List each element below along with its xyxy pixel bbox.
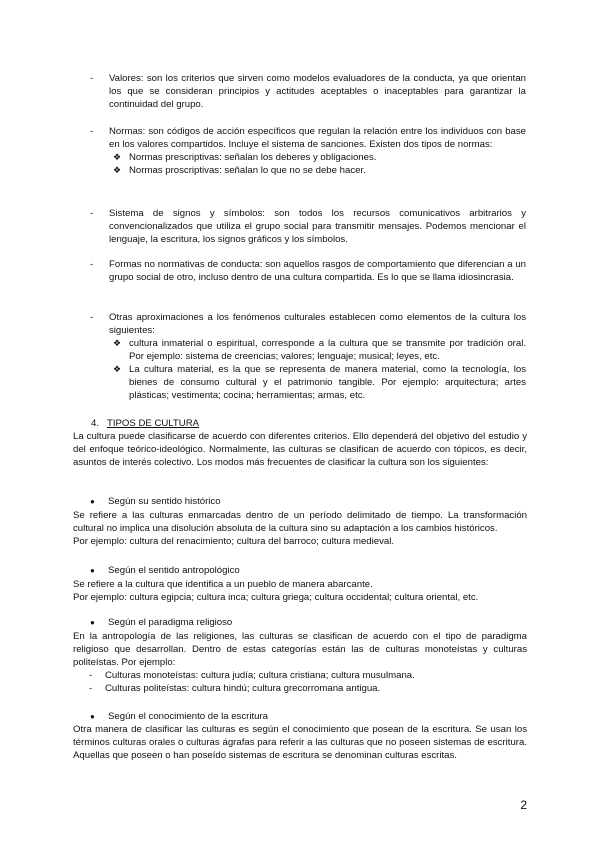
dash-list-item (73, 682, 527, 695)
dash-marker: - (90, 208, 94, 219)
subsection-title: Según el conocimiento de la escritura (108, 711, 268, 722)
bullet-icon: ● (90, 618, 95, 627)
bullet-icon: ● (90, 497, 95, 506)
page-number: 2 (520, 798, 527, 812)
paragraph: Se refiere a las culturas enmarcadas dentro de un período delimitado de tiempo. La transformación cultural no implica una disolución absoluta de la cultura sino su adaptación a los cambios históricos. (73, 510, 527, 534)
paragraph: En la antropología de las religiones, las culturas se clasifican de acuerdo con el tipo de paradigma religioso que desarrollan. Dentro de estas categorías están las de culturas monoteístas y culturas politeístas. Por ejemplo: (73, 631, 527, 668)
list-item-text: Valores: son los criterios que sirven como modelos evaluadores de la conducta, ya que orientan los que se consideran principios y actitudes aceptables o inaceptables para garantizar la continuidad del grupo. (109, 73, 526, 110)
list-item-normas (90, 125, 526, 177)
diamond-bullet-icon: ❖ (113, 165, 122, 175)
list-item-formas (90, 258, 526, 284)
sub-item-text: cultura inmaterial o espiritual, corresponde a la cultura que se transmite por tradición oral. Por ejemplo: sistema de creencias; valores; lenguaje; musical; leyes, etc. (129, 338, 526, 362)
section-number: 4. (91, 418, 100, 429)
subsection-body (73, 630, 527, 695)
subsection-title: Según el paradigma religioso (108, 617, 233, 628)
list-item-text: Sistema de signos y símbolos: son todos los recursos comunicativos arbitrarios y convencionalizados que utiliza el grupo social para transmitir mensajes. Podemos mencionar el lenguaje, la escritura, los signos gráficos y los símbolos. (109, 208, 526, 245)
dash-marker: - (89, 670, 93, 681)
paragraph: Por ejemplo: cultura del renacimiento; cultura del barroco; cultura medieval. (73, 536, 395, 547)
subsection-title: Según su sentido histórico (108, 496, 221, 507)
list-item-signos (90, 207, 526, 246)
dash-marker: - (90, 73, 94, 84)
paragraph: Otra manera de clasificar las culturas es según el conocimiento que posean de la escritura. Se usan los términos culturas orales o culturas ágrafas para referir a las culturas que no poseen sistemas de escritura. Aquellas que poseen o han poseído sistemas de escritura se denominan culturas escritas. (73, 724, 527, 761)
list-text: Culturas monoteístas: cultura judía; cultura cristiana; cultura musulmana. (105, 670, 415, 681)
subsection-body (73, 723, 527, 762)
list-text: Culturas politeístas: cultura hindú; cultura grecorromana antigua. (105, 683, 381, 694)
list-item-text: Otras aproximaciones a los fenómenos culturales establecen como elementos de la cultura los siguientes: (109, 312, 526, 336)
bullet-icon: ● (90, 566, 95, 575)
paragraph: Se refiere a la cultura que identifica a un pueblo de manera abarcante. (73, 579, 373, 590)
diamond-bullet-icon: ❖ (113, 364, 122, 374)
subsection-title: Según el sentido antropológico (108, 565, 240, 576)
sub-list (90, 337, 526, 402)
sub-list-item (113, 363, 526, 402)
dash-list (73, 669, 527, 695)
paragraph: Por ejemplo: cultura egipcia; cultura inca; cultura griega; cultura occidental; cultura oriental, etc. (73, 592, 479, 603)
dash-marker: - (90, 312, 94, 323)
subsection-heading (90, 616, 526, 629)
section-heading (73, 417, 527, 430)
list-item-valores (90, 72, 526, 111)
dash-marker: - (90, 259, 94, 270)
sub-list (90, 151, 526, 177)
diamond-bullet-icon: ❖ (113, 152, 122, 162)
list-item-text: Formas no normativas de conducta: son aquellos rasgos de comportamiento que diferencian a un grupo social de otro, incluso dentro de una cultura compartida. Es lo que se llama idiosincrasia. (109, 259, 526, 283)
list-item-text: Normas: son códigos de acción específicos que regulan la relación entre los individuos con base en los valores compartidos. Incluye el sistema de sanciones. Existen dos tipos de normas: (109, 126, 526, 150)
sub-list-item (113, 151, 526, 164)
sub-item-text: Normas proscriptivas: señalan lo que no se debe hacer. (129, 165, 366, 176)
subsection-body (73, 509, 527, 548)
sub-item-text: Normas prescriptivas: señalan los deberes y obligaciones. (129, 152, 377, 163)
sub-list-item (113, 337, 526, 363)
section-intro: La cultura puede clasificarse de acuerdo con diferentes criterios. Ello dependerá del objetivo del estudio y del enfoque teórico-ideológico. Normalmente, las culturas se clasifican de acuerdo con tópicos, es decir, asuntos de interés colectivo. Los modos más frecuentes de clasificar la cultura son los siguientes: (73, 431, 527, 468)
sub-list-item (113, 164, 526, 177)
diamond-bullet-icon: ❖ (113, 338, 122, 348)
bullet-icon: ● (90, 712, 95, 721)
subsection-heading (90, 564, 526, 577)
dash-list-item (73, 669, 527, 682)
dash-marker: - (90, 126, 94, 137)
subsection-heading (90, 495, 526, 508)
subsection-body (73, 578, 527, 604)
sub-item-text: La cultura material, es la que se representa de manera material, como la tecnología, los bienes de consumo cultural y el patrimonio tangible. Por ejemplo: arquitectura; artes plásticas; vestimenta; cocina; herramientas; armas, etc. (129, 364, 526, 401)
dash-marker: - (89, 683, 93, 694)
section-title: TIPOS DE CULTURA (107, 418, 200, 429)
subsection-heading (90, 710, 526, 723)
list-item-otras (90, 311, 526, 402)
